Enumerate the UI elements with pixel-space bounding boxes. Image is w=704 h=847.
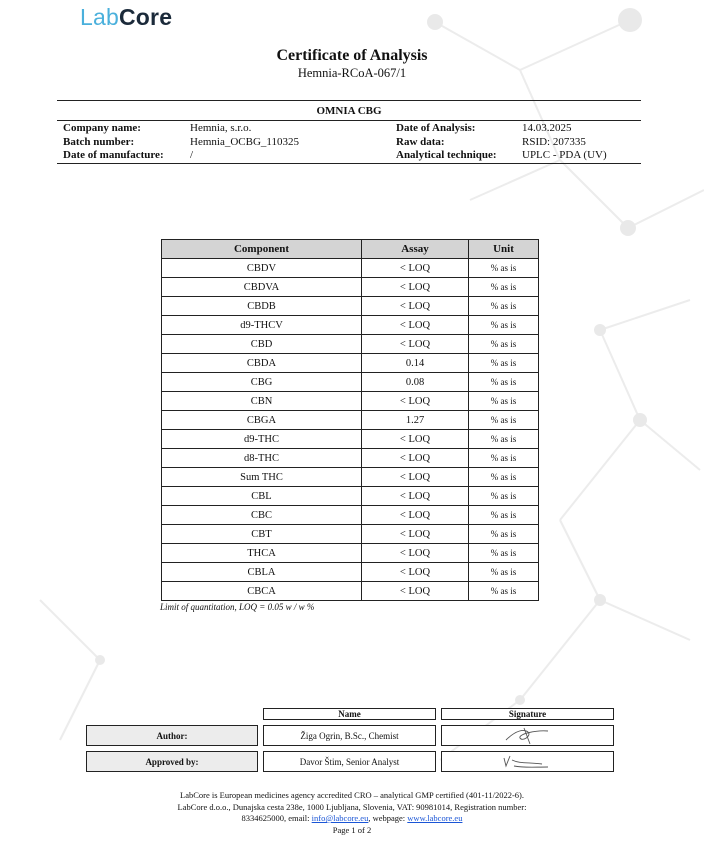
assay-cell: < LOQ [362, 392, 469, 411]
approver-signature-mark [498, 752, 558, 772]
unit-cell: % as is [469, 544, 539, 563]
assay-cell: 0.08 [362, 373, 469, 392]
table-row [162, 297, 539, 316]
date-of-analysis-value: 14.03.2025 [522, 122, 572, 134]
assay-cell: < LOQ [362, 468, 469, 487]
unit-cell: % as is [469, 373, 539, 392]
assay-cell: < LOQ [362, 487, 469, 506]
author-signature-cell [441, 725, 614, 746]
component-cell: CBDB [162, 297, 362, 316]
component-cell: d9-THCV [162, 316, 362, 335]
footer [0, 790, 704, 836]
footer-webpage-label: , webpage: [368, 813, 406, 823]
unit-cell: % as is [469, 392, 539, 411]
signature-column-header: Signature [441, 708, 614, 720]
analytical-technique-value: UPLC - PDA (UV) [522, 149, 607, 161]
footer-registration-email-prefix: 8334625000, email: [241, 813, 310, 823]
unit-cell: % as is [469, 316, 539, 335]
table-row [162, 506, 539, 525]
product-name: OMNIA CBG [316, 105, 382, 117]
batch-number-value: Hemnia_OCBG_110325 [190, 135, 299, 148]
assay-cell: < LOQ [362, 316, 469, 335]
table-row [162, 335, 539, 354]
table-row [162, 354, 539, 373]
logo-lab-text: Lab [80, 4, 119, 30]
unit-cell: % as is [469, 563, 539, 582]
table-row [162, 525, 539, 544]
unit-cell: % as is [469, 297, 539, 316]
divider-bottom [57, 163, 641, 164]
component-cell: CBDVA [162, 278, 362, 297]
assay-cell: < LOQ [362, 297, 469, 316]
unit-header: Unit [469, 240, 539, 259]
component-cell: d9-THC [162, 430, 362, 449]
component-cell: CBLA [162, 563, 362, 582]
component-cell: CBT [162, 525, 362, 544]
company-name-label: Company name: [63, 122, 141, 134]
table-row [162, 487, 539, 506]
assay-cell: 0.14 [362, 354, 469, 373]
unit-cell: % as is [469, 411, 539, 430]
author-signature-mark [498, 726, 558, 746]
assay-cell: < LOQ [362, 582, 469, 601]
logo-core-text: Core [118, 4, 173, 30]
info-left-labels [63, 122, 164, 163]
component-cell: d8-THC [162, 449, 362, 468]
results-table [161, 239, 539, 601]
table-row [162, 544, 539, 563]
author-name: Žiga Ogrin, B.Sc., Chemist [263, 725, 436, 746]
date-of-analysis-label: Date of Analysis: [396, 122, 476, 134]
component-cell: CBDA [162, 354, 362, 373]
footer-accreditation: LabCore is European medicines agency accredited CRO – analytical GMP certified (401-11/2022-6). [180, 790, 524, 800]
table-row [162, 316, 539, 335]
assay-cell: < LOQ [362, 544, 469, 563]
author-label: Author: [86, 725, 258, 746]
table-row [162, 468, 539, 487]
document-id: Hemnia-RCoA-067/1 [297, 66, 407, 80]
assay-cell: < LOQ [362, 506, 469, 525]
email-link[interactable]: info@labcore.eu [311, 813, 369, 823]
component-cell: CBC [162, 506, 362, 525]
date-of-manufacture-value: / [190, 149, 194, 161]
table-row [162, 582, 539, 601]
component-cell: CBD [162, 335, 362, 354]
assay-cell: 1.27 [362, 411, 469, 430]
component-cell: CBN [162, 392, 362, 411]
info-right-values [522, 122, 607, 163]
batch-number-label: Batch number: [63, 135, 135, 148]
website-link[interactable]: www.labcore.eu [407, 813, 463, 823]
analytical-technique-label: Analytical technique: [396, 149, 497, 161]
component-cell: CBL [162, 487, 362, 506]
table-row [162, 373, 539, 392]
unit-cell: % as is [469, 449, 539, 468]
divider-top [57, 100, 641, 101]
loq-note: Limit of quantitation, LOQ = 0.05 w / w % [160, 602, 315, 612]
assay-cell: < LOQ [362, 525, 469, 544]
date-of-manufacture-label: Date of manufacture: [63, 149, 164, 161]
assay-cell: < LOQ [362, 259, 469, 278]
document-title: Certificate of Analysis [276, 47, 428, 64]
approved-by-label: Approved by: [86, 751, 258, 772]
table-row [162, 278, 539, 297]
component-header: Component [162, 240, 362, 259]
raw-data-label: Raw data: [396, 135, 445, 148]
component-cell: CBDV [162, 259, 362, 278]
unit-cell: % as is [469, 259, 539, 278]
labcore-logo [80, 4, 172, 31]
info-right-labels [396, 122, 497, 163]
page-number: Page 1 of 2 [332, 824, 372, 835]
component-cell: Sum THC [162, 468, 362, 487]
unit-cell: % as is [469, 525, 539, 544]
unit-cell: % as is [469, 487, 539, 506]
raw-data-value: RSID: 207335 [522, 135, 586, 148]
unit-cell: % as is [469, 354, 539, 373]
footer-contact [0, 813, 704, 825]
component-cell: THCA [162, 544, 362, 563]
footer-address: LabCore d.o.o., Dunajska cesta 238e, 1000 Ljubljana, Slovenia, VAT: 90981014, Registration number: [177, 801, 527, 812]
assay-cell: < LOQ [362, 430, 469, 449]
table-row [162, 411, 539, 430]
assay-header: Assay [362, 240, 469, 259]
results-header-row [162, 240, 539, 259]
assay-cell: < LOQ [362, 278, 469, 297]
component-cell: CBCA [162, 582, 362, 601]
name-column-header: Name [263, 708, 436, 720]
table-row [162, 449, 539, 468]
component-cell: CBG [162, 373, 362, 392]
results-body [162, 259, 539, 601]
info-left-values [190, 122, 299, 163]
company-name-value: Hemnia, s.r.o. [190, 122, 252, 134]
assay-cell: < LOQ [362, 335, 469, 354]
unit-cell: % as is [469, 506, 539, 525]
unit-cell: % as is [469, 335, 539, 354]
divider-middle [57, 120, 641, 121]
table-row [162, 259, 539, 278]
assay-cell: < LOQ [362, 449, 469, 468]
approver-name: Davor Štim, Senior Analyst [263, 751, 436, 772]
approver-signature-cell [441, 751, 614, 772]
unit-cell: % as is [469, 278, 539, 297]
table-row [162, 430, 539, 449]
unit-cell: % as is [469, 430, 539, 449]
unit-cell: % as is [469, 582, 539, 601]
assay-cell: < LOQ [362, 563, 469, 582]
component-cell: CBGA [162, 411, 362, 430]
table-row [162, 392, 539, 411]
unit-cell: % as is [469, 468, 539, 487]
table-row [162, 563, 539, 582]
